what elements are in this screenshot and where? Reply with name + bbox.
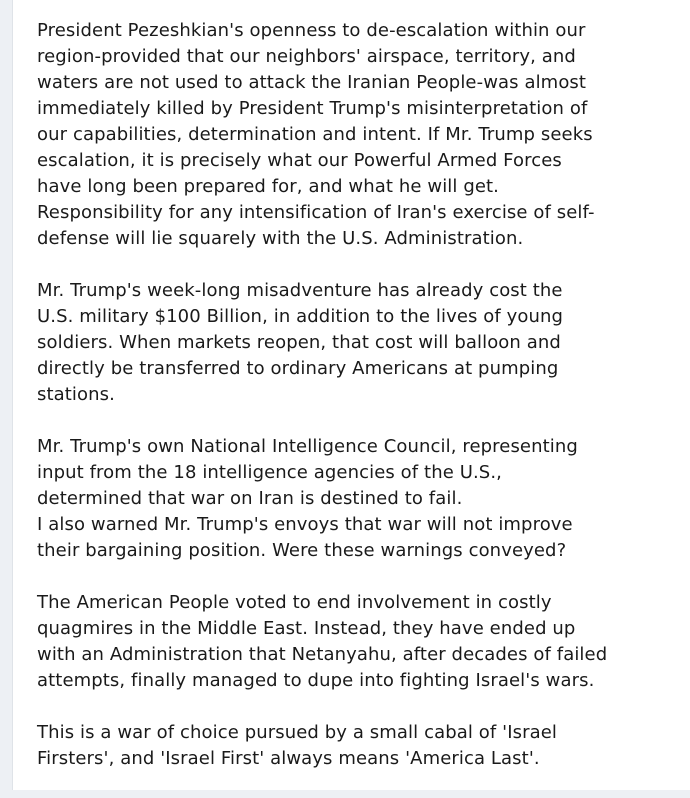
text-line: Mr. Trump's own National Intelligence Council, representing: [37, 436, 578, 457]
post-card: [12, 0, 690, 790]
text-line: their bargaining position. Were these warnings conveyed?: [37, 540, 567, 561]
post-body: [37, 18, 677, 798]
text-line: Responsibility for any intensification of Iran's exercise of self-: [37, 202, 595, 223]
text-line: The American People voted to end involvement in costly: [37, 592, 552, 613]
text-line: waters are not used to attack the Iranian People-was almost: [37, 72, 587, 93]
paragraph-4: [37, 590, 677, 694]
text-line: Mr. Trump's week-long misadventure has already cost the: [37, 280, 563, 301]
text-line: Firsters', and 'Israel First' always means 'America Last'.: [37, 748, 540, 769]
text-line: quagmires in the Middle East. Instead, they have ended up: [37, 618, 576, 639]
paragraph-2: [37, 278, 677, 408]
text-line: directly be transferred to ordinary Americans at pumping: [37, 358, 559, 379]
text-line: our capabilities, determination and intent. If Mr. Trump seeks: [37, 124, 593, 145]
text-line: President Pezeshkian's openness to de-escalation within our: [37, 20, 586, 41]
paragraph-5: [37, 720, 677, 772]
text-line: escalation, it is precisely what our Powerful Armed Forces: [37, 150, 562, 171]
text-line: U.S. military $100 Billion, in addition to the lives of young: [37, 306, 564, 327]
text-line: This is a war of choice pursued by a small cabal of 'Israel: [37, 722, 557, 743]
text-line: soldiers. When markets reopen, that cost will balloon and: [37, 332, 561, 353]
text-line: have long been prepared for, and what he will get.: [37, 176, 499, 197]
text-line: immediately killed by President Trump's misinterpretation of: [37, 98, 588, 119]
text-line: defense will lie squarely with the U.S. Administration.: [37, 228, 524, 249]
paragraph-3: [37, 434, 677, 564]
text-line: determined that war on Iran is destined to fail.: [37, 488, 463, 509]
text-line: input from the 18 intelligence agencies of the U.S.,: [37, 462, 502, 483]
text-line: region-provided that our neighbors' airspace, territory, and: [37, 46, 576, 67]
paragraph-1: [37, 18, 677, 252]
text-line: attempts, finally managed to dupe into fighting Israel's wars.: [37, 670, 595, 691]
text-line: stations.: [37, 384, 115, 405]
text-line: I also warned Mr. Trump's envoys that war will not improve: [37, 514, 573, 535]
text-line: with an Administration that Netanyahu, after decades of failed: [37, 644, 608, 665]
